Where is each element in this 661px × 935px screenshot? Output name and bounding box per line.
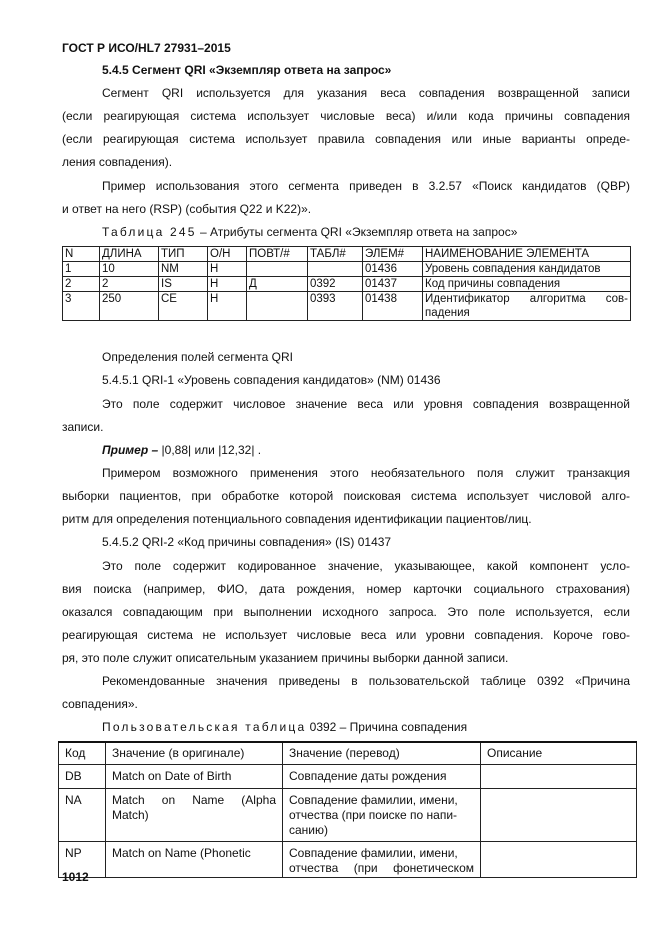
cell-code: NA xyxy=(59,789,106,842)
cell-table xyxy=(308,262,363,277)
text-line: вия поиска (например, ФИО, дата рождения, номер карточки социального страхования) xyxy=(62,582,630,596)
text-line: Сегмент QRI используется для указания веса совпадения возвращенной записи xyxy=(102,86,630,100)
name-line: Идентификатор алгоритма сов- xyxy=(425,293,628,305)
text-line: оказался совпадающим при выполнении исходного запроса. Это поле используется, если xyxy=(62,605,630,619)
field-2-description xyxy=(62,555,630,670)
header-cell: О/Н xyxy=(208,247,247,262)
header-cell: ПОВТ/# xyxy=(247,247,308,262)
header-cell: ТАБЛ# xyxy=(308,247,363,262)
paragraph-segment-purpose xyxy=(62,82,630,174)
cell-type: IS xyxy=(159,277,208,292)
definitions-heading: Определения полей сегмента QRI xyxy=(102,350,293,364)
example-note xyxy=(102,439,261,462)
cell-table: 0392 xyxy=(308,277,363,292)
field-1-description xyxy=(62,393,630,439)
example-label: Пример – xyxy=(102,443,159,457)
table-row xyxy=(59,842,637,878)
cell-translation: Совпадение даты рождения xyxy=(283,765,481,789)
caption-text: – Атрибуты сегмента QRI «Экземпляр ответа на запрос» xyxy=(196,225,518,239)
text-line: (если реагирующая система использует правила совпадения или иные варианты опреде- xyxy=(62,132,630,146)
cell-element-name: Уровень совпадения кандидатов xyxy=(423,262,631,277)
cell-repeat xyxy=(247,292,308,321)
table-header-row xyxy=(59,742,637,765)
header-cell: Код xyxy=(59,742,106,765)
cell-translation xyxy=(283,789,481,842)
cell-line: Match) xyxy=(112,808,149,822)
cell-n: 1 xyxy=(63,262,100,277)
cell-line: отчества (при поиске по напи- xyxy=(289,808,458,822)
page-number: 1012 xyxy=(62,870,89,884)
cell-description xyxy=(481,765,637,789)
text-line: ления совпадения). xyxy=(62,155,173,169)
cell-original: Match on Date of Birth xyxy=(106,765,283,789)
cell-line: санию) xyxy=(289,823,328,837)
header-cell: ДЛИНА xyxy=(100,247,159,262)
cell-length: 2 xyxy=(100,277,159,292)
header-cell: ТИП xyxy=(159,247,208,262)
table-row xyxy=(59,789,637,842)
cell-element-name xyxy=(423,292,631,321)
cell-element: 01436 xyxy=(363,262,423,277)
cell-line: Совпадение фамилии, имени, xyxy=(289,793,458,807)
text-line: Это поле содержит кодированное значение, указывающее, какой компонент усло- xyxy=(102,559,630,573)
table-row xyxy=(63,262,631,277)
cell-type: NM xyxy=(159,262,208,277)
text-line: совпадения». xyxy=(62,697,138,711)
cell-length: 250 xyxy=(100,292,159,321)
caption-text: 0392 – Причина совпадения xyxy=(306,720,468,734)
text-line: реагирующая система не использует числовые веса или уровни совпадения. Короче гово- xyxy=(62,628,630,642)
table-row xyxy=(63,292,631,321)
field-1-title: 5.4.5.1 QRI-1 «Уровень совпадения кандидатов» (NM) 01436 xyxy=(102,373,441,387)
example-text: |0,88| или |12,32| . xyxy=(158,443,262,457)
table-row xyxy=(63,277,631,292)
text-line: Пример использования этого сегмента приведен в 3.2.57 «Поиск кандидатов (QBP) xyxy=(102,179,630,193)
cell-n: 2 xyxy=(63,277,100,292)
text-line: Рекомендованные значения приведены в пользовательской таблице 0392 «Причина xyxy=(102,674,630,688)
field-2-recommended-values xyxy=(62,670,630,716)
cell-element: 01437 xyxy=(363,277,423,292)
cell-optionality: Н xyxy=(208,262,247,277)
cell-code: DB xyxy=(59,765,106,789)
name-line: падения xyxy=(425,307,470,319)
cell-original: Match on Name (Phonetic xyxy=(106,842,283,878)
text-line: Это поле содержит числовое значение веса или уровня совпадения возвращенной xyxy=(102,397,630,411)
cell-translation xyxy=(283,842,481,878)
text-line: (если реагирующая система использует числовые веса) и/или кода причины совпадения xyxy=(62,109,630,123)
header-cell: ЭЛЕМ# xyxy=(363,247,423,262)
text-line: ря, это поле служит описательным указанием причины выборки данной записи. xyxy=(62,651,509,665)
cell-original xyxy=(106,789,283,842)
text-line: записи. xyxy=(62,420,104,434)
cell-optionality: Н xyxy=(208,292,247,321)
cell-optionality: Н xyxy=(208,277,247,292)
header-cell: НАИМЕНОВАНИЕ ЭЛЕМЕНТА xyxy=(423,247,631,262)
table-row xyxy=(59,765,637,789)
segment-attributes-table xyxy=(62,246,631,321)
cell-type: CE xyxy=(159,292,208,321)
cell-line: отчества (при фонетическом xyxy=(289,861,474,875)
cell-element-name: Код причины совпадения xyxy=(423,277,631,292)
cell-code: NP xyxy=(59,842,106,878)
header-cell: Описание xyxy=(481,742,637,765)
cell-n: 3 xyxy=(63,292,100,321)
cell-line: Совпадение фамилии, имени, xyxy=(289,846,458,860)
table-header-row xyxy=(63,247,631,262)
user-table-0392 xyxy=(58,741,637,878)
caption-prefix: Пользовательская таблица xyxy=(102,720,307,734)
text-line: и ответ на него (RSP) (события Q22 и K22)». xyxy=(62,202,312,216)
text-line: Примером возможного применения этого необязательного поля служит транзакция xyxy=(102,466,630,480)
standard-header: ГОСТ Р ИСО/HL7 27931–2015 xyxy=(62,41,231,55)
field-1-usage xyxy=(62,462,630,531)
text-line: выборки пациентов, при обработке которой поисковая система использует числовой алго- xyxy=(62,489,630,503)
cell-table: 0393 xyxy=(308,292,363,321)
section-title: 5.4.5 Сегмент QRI «Экземпляр ответа на запрос» xyxy=(102,63,392,77)
paragraph-usage-example xyxy=(62,175,630,221)
table-245-caption xyxy=(102,221,517,244)
cell-description xyxy=(481,789,637,842)
table-0392-caption xyxy=(102,716,467,739)
header-cell: Значение (в оригинале) xyxy=(106,742,283,765)
header-cell: N xyxy=(63,247,100,262)
text-line: ритм для определения потенциального совпадения идентификации пациентов/лиц. xyxy=(62,512,532,526)
cell-description xyxy=(481,842,637,878)
caption-prefix: Таблица 245 xyxy=(102,225,197,239)
cell-repeat xyxy=(247,262,308,277)
cell-element: 01438 xyxy=(363,292,423,321)
cell-length: 10 xyxy=(100,262,159,277)
header-cell: Значение (перевод) xyxy=(283,742,481,765)
field-2-title: 5.4.5.2 QRI-2 «Код причины совпадения» (IS) 01437 xyxy=(102,535,392,549)
cell-line: Match on Name (Alpha xyxy=(112,793,276,807)
cell-repeat: Д xyxy=(247,277,308,292)
